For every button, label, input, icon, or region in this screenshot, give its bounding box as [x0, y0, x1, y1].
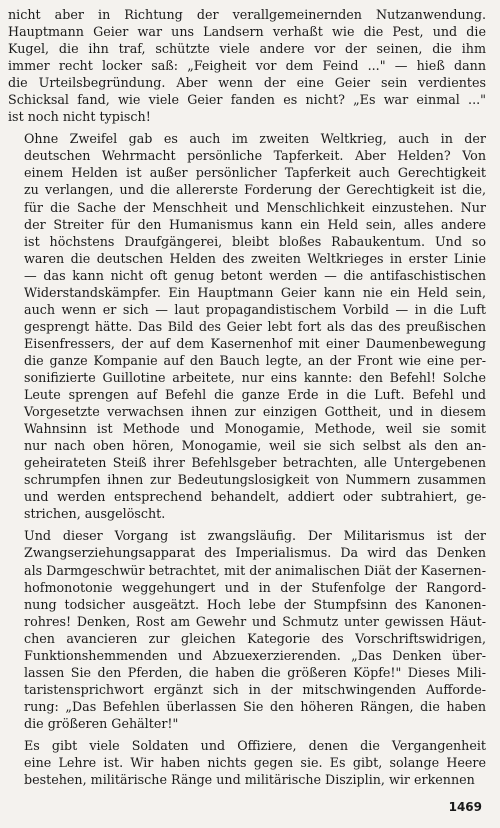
text-line: lassen Sie den Pferden, die haben die größeren Köpfe!" Dieses Mili-: [24, 664, 486, 680]
text-line: chen avancieren zur gleichen Kategorie des Vorschriftswidrigen,: [24, 630, 486, 646]
text-line: strichen, ausgelöscht.: [24, 506, 166, 522]
text-line: — das kann nicht oft genug betont werden — die antifaschistischen: [24, 267, 486, 283]
text-line: taristensprichwort ergänzt sich in der mitschwingenden Aufforde-: [24, 681, 486, 697]
text-line: die ganze Kompanie auf den Bauch legte, an der Front wie eine per-: [24, 352, 486, 368]
text-line: die größeren Gehälter!": [24, 715, 179, 731]
text-line: ist noch nicht typisch!: [8, 109, 151, 125]
paragraph: [8, 737, 486, 788]
text-line: Eisenfressers, der auf dem Kasernenhof mit einer Daumenbewegung: [24, 335, 486, 351]
text-line: als Darmgeschwür betrachtet, mit der animalischen Diät der Kasernen-: [24, 562, 486, 578]
text-line: Zwangserziehungsapparat des Imperialismus. Da wird das Denken: [24, 545, 486, 561]
text-line: für die Sache der Menschheit und Menschlichkeit einzustehen. Nur: [24, 199, 486, 215]
paragraph: [8, 527, 486, 732]
text-line: schrumpfen ihnen zur Bedeutungslosigkeit von Nummern zusammen: [24, 472, 486, 488]
text-line: Und dieser Vorgang ist zwangsläufig. Der Militarismus ist der: [24, 528, 486, 544]
text-line: Kugel, die ihn traf, schützte viele andere vor der seinen, die ihm: [8, 41, 486, 57]
paragraph: [8, 130, 486, 522]
page-number: 1469: [448, 800, 482, 814]
text-line: sonifizierte Guillotine arbeitete, nur eins kannte: den Befehl! Solche: [24, 369, 486, 385]
text-line: Leute sprengen auf Befehl die ganze Erde in die Luft. Befehl und: [24, 387, 486, 403]
text-line: nur nach oben hören, Monogamie, weil sie sich selbst als den an-: [24, 438, 486, 454]
text-line: hofmonotonie weggehungert und in der Stufenfolge der Rangord-: [24, 579, 486, 595]
text-line: Wahnsinn ist Methode und Monogamie, Methode, weil sie somit: [24, 421, 486, 437]
text-line: Funktionshemmenden und Abzuexerzierenden. „Das Denken über-: [24, 647, 486, 663]
text-line: geheirateten Steiß ihrer Befehlsgeber betrachten, alle Untergebenen: [24, 455, 486, 471]
text-line: Es gibt viele Soldaten und Offiziere, denen die Vergangenheit: [24, 737, 486, 753]
text-line: Schicksal fand, wie viele Geier fanden es nicht? „Es war einmal ...": [8, 92, 486, 108]
text-line: deutschen Wehrmacht persönliche Tapferkeit. Aber Helden? Von: [24, 148, 486, 164]
text-line: eine Lehre ist. Wir haben nichts gegen sie. Es gibt, solange Heere: [24, 755, 486, 771]
text-line: der Streiter für den Humanismus kann ein Held sein, alles andere: [24, 216, 486, 232]
text-line: gesprengt hätte. Das Bild des Geier lebt fort als das des preußischen: [24, 318, 486, 334]
text-line: rung: „Das Befehlen überlassen Sie den höheren Rängen, die haben: [24, 698, 486, 714]
paragraph: [8, 6, 486, 125]
text-column: [8, 6, 486, 788]
text-line: die Urteilsbegründung. Aber wenn der eine Geier sein verdientes: [8, 75, 486, 91]
text-line: ist höchstens Draufgängerei, bleibt bloßes Rabaukentum. Und so: [24, 233, 486, 249]
text-line: Ohne Zweifel gab es auch im zweiten Weltkrieg, auch in der: [24, 131, 486, 147]
text-line: immer recht locker saß: „Feigheit vor dem Feind ..." — hieß dann: [8, 58, 486, 74]
text-line: nicht aber in Richtung der verallgemeinernden Nutzanwendung.: [8, 7, 486, 22]
text-line: rohres! Denken, Rost am Gewehr und Schmutz unter gewissen Häut-: [24, 613, 486, 629]
text-line: nung todsicher ausgeätzt. Hoch lebe der Stumpfsinn des Kanonen-: [24, 596, 486, 612]
text-line: und werden entsprechend behandelt, addiert oder subtrahiert, ge-: [24, 489, 486, 505]
text-line: einem Helden ist außer persönlicher Tapferkeit auch Gerechtigkeit: [24, 165, 486, 181]
text-line: bestehen, militärische Ränge und militärische Disziplin, wir erkennen: [24, 772, 475, 788]
text-line: Hauptmann Geier war uns Landsern verhaßt wie die Pest, und die: [8, 24, 486, 40]
text-line: auch wenn er sich — laut propagandistischem Vorbild — in die Luft: [24, 301, 486, 317]
text-line: Vorgesetzte verwachsen ihnen zur einzigen Gottheit, und in diesem: [24, 404, 486, 420]
text-line: Widerstandskämpfer. Ein Hauptmann Geier kann nie ein Held sein,: [24, 284, 486, 300]
text-line: waren die deutschen Helden des zweiten Weltkrieges in erster Linie: [24, 250, 486, 266]
text-line: zu verlangen, und die allererste Forderung der Gerechtigkeit ist die,: [24, 182, 486, 198]
